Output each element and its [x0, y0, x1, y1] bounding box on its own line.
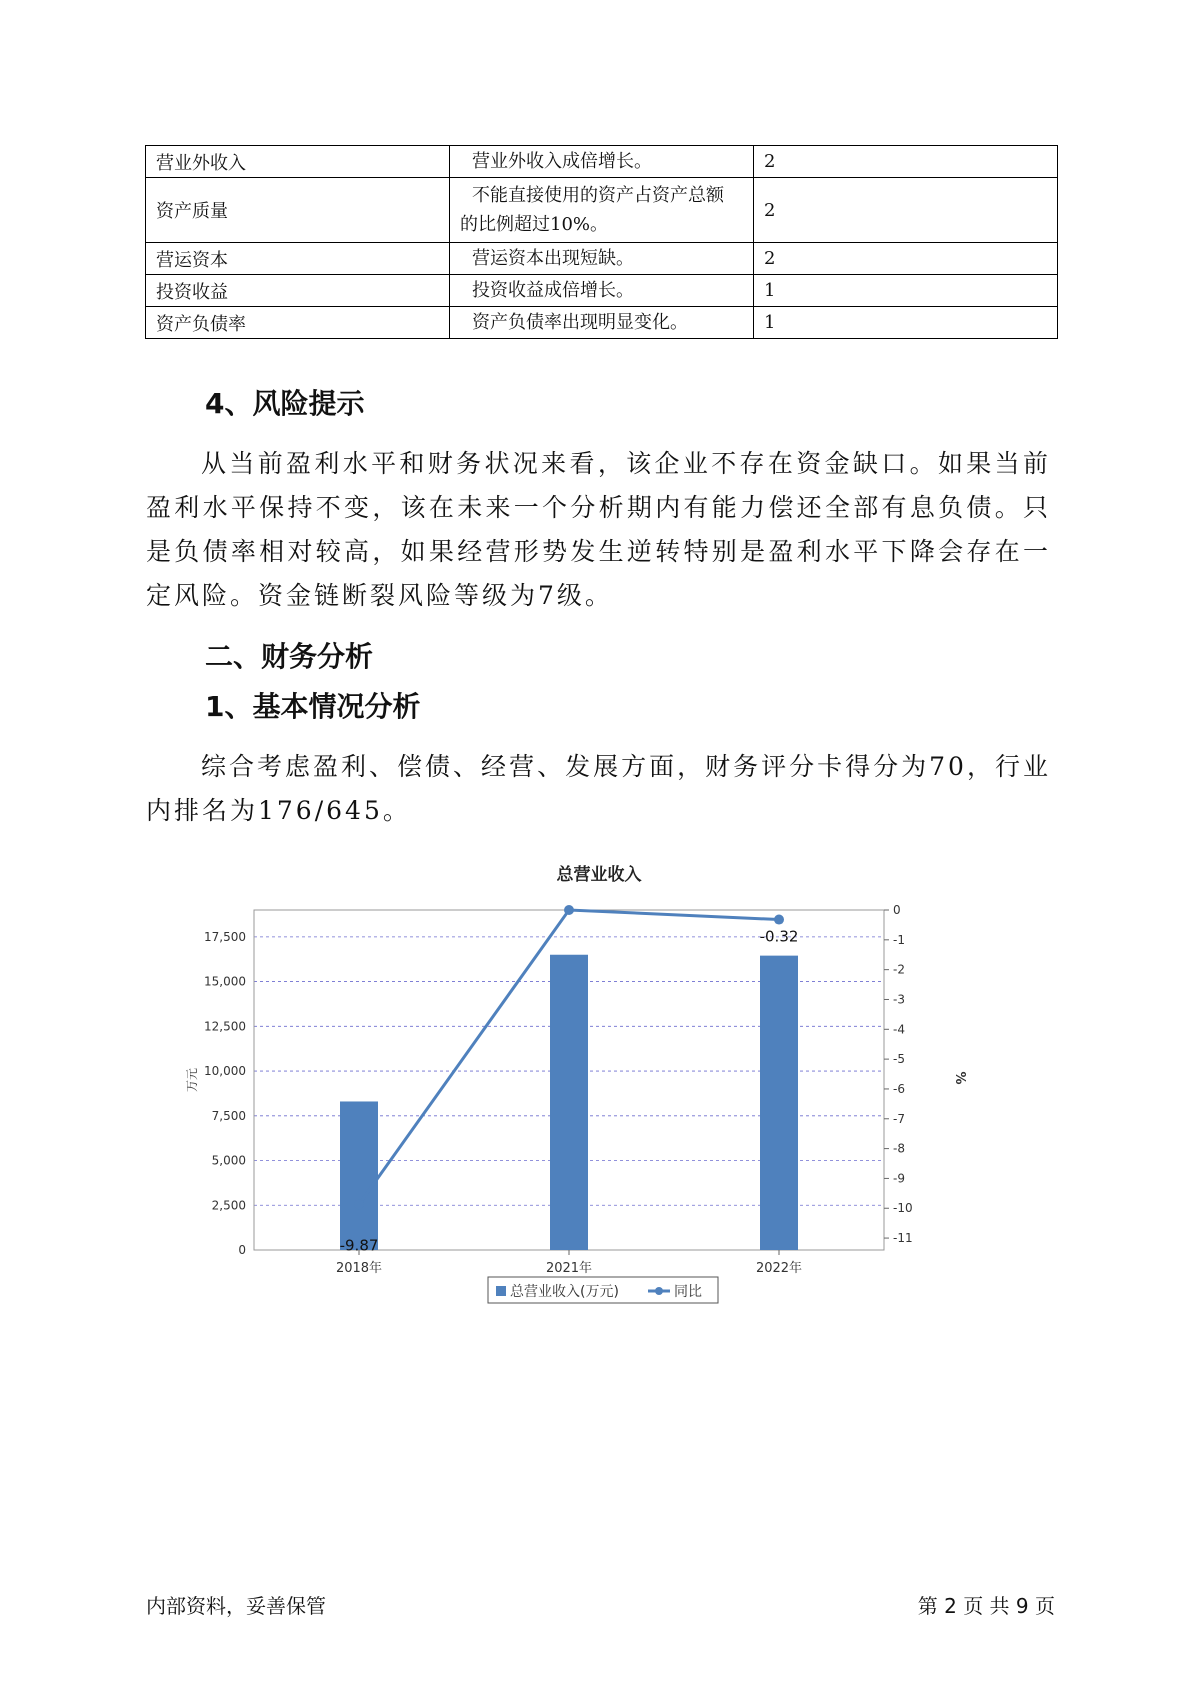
table-row: [146, 243, 1058, 275]
table-row: [146, 307, 1058, 339]
table-cell-desc: [450, 243, 754, 275]
y-axis-label: 万元: [185, 1067, 199, 1093]
section-heading-financial: 二、财务分析: [205, 640, 374, 673]
y-tick-label: 7,500: [211, 1108, 246, 1123]
desc-text: 营运资本出现短缺。: [472, 248, 634, 269]
table-cell-score: 2: [754, 146, 1058, 178]
y2-tick-label: -8: [893, 1141, 905, 1156]
point-yoy: [564, 905, 574, 915]
revenue-chart-svg: [170, 860, 1000, 1320]
revenue-chart: [170, 860, 1000, 1320]
desc-text-line2: 的比例超过10%。: [460, 214, 609, 235]
data-label-yoy: -0.32: [759, 927, 799, 946]
desc-text: 资产负债率出现明显变化。: [472, 312, 688, 333]
desc-text-line1: 不能直接使用的资产占资产总额: [472, 185, 724, 206]
chart-title: 总营业收入: [556, 865, 642, 885]
table-cell-item: 资产质量: [146, 178, 450, 243]
table-cell-score: 1: [754, 307, 1058, 339]
point-yoy: [774, 915, 784, 925]
legend-label-bar: 总营业收入(万元): [510, 1284, 619, 1300]
x-tick-label: 2021年: [545, 1261, 593, 1276]
y2-tick-label: -9: [893, 1171, 905, 1186]
table-cell-item: 资产负债率: [146, 307, 450, 339]
table-row: [146, 275, 1058, 307]
x-tick-label: 2022年: [755, 1261, 803, 1276]
table-row: [146, 178, 1058, 243]
table-cell-item: 投资收益: [146, 275, 450, 307]
risk-table: [145, 145, 1058, 339]
footer-page-number: 第 2 页 共 9 页: [917, 1594, 1055, 1618]
desc-text: 投资收益成倍增长。: [472, 280, 634, 301]
y-tick-label: 0: [238, 1243, 246, 1257]
risk-paragraph: 从当前盈利水平和财务状况来看，该企业不存在资金缺口。如果当前盈利水平保持不变，该在未来一个分析期内有能力偿还全部有息负债。只是负债率相对较高，如果经营形势发生逆转特别是盈利水平下降会存在一定风险。资金链断裂风险等级为7级。: [146, 449, 1051, 610]
x-tick-label: 2018年: [335, 1261, 383, 1276]
y2-tick-label: -10: [893, 1201, 913, 1216]
footer-left: 内部资料，妥善保管: [146, 1594, 326, 1618]
table-cell-desc: [450, 178, 754, 243]
bar-total-revenue: [340, 1101, 378, 1250]
data-label-yoy: -9.87: [339, 1236, 379, 1255]
y-tick-label: 17,500: [204, 929, 246, 944]
bar-total-revenue: [550, 955, 588, 1250]
bar-total-revenue: [760, 956, 798, 1250]
desc-text: 营业外收入成倍增长。: [472, 151, 652, 172]
legend-label-line: 同比: [674, 1284, 702, 1300]
y2-tick-label: -6: [893, 1081, 905, 1096]
y-tick-label: 10,000: [204, 1064, 246, 1079]
table-row: [146, 146, 1058, 178]
table-cell-item: 营运资本: [146, 243, 450, 275]
table-cell-item: 营业外收入: [146, 146, 450, 178]
y-tick-label: 5,000: [211, 1153, 246, 1168]
y2-tick-label: -4: [893, 1022, 905, 1037]
table-cell-score: 2: [754, 178, 1058, 243]
y2-tick-label: -3: [893, 992, 905, 1007]
y-tick-label: 2,500: [211, 1198, 246, 1213]
y-tick-label: 12,500: [204, 1019, 246, 1034]
table-cell-score: 1: [754, 275, 1058, 307]
y2-tick-label: 0: [893, 903, 901, 917]
y2-tick-label: -11: [893, 1231, 913, 1246]
table-cell-score: 2: [754, 243, 1058, 275]
point-yoy: [354, 1199, 364, 1209]
legend-swatch-point: [655, 1287, 663, 1295]
section-heading-risk: 4、风险提示: [205, 387, 365, 420]
basic-paragraph: 综合考虑盈利、偿债、经营、发展方面，财务评分卡得分为70，行业内排名为176/645。: [146, 752, 1051, 825]
sub-heading-basic: 1、基本情况分析: [205, 690, 421, 723]
table-cell-desc: [450, 307, 754, 339]
legend-swatch-bar: [496, 1286, 506, 1296]
y2-axis-label: %: [952, 1071, 967, 1085]
table-cell-desc: [450, 275, 754, 307]
y2-tick-label: -7: [893, 1111, 905, 1126]
y2-tick-label: -1: [893, 932, 905, 947]
y2-tick-label: -5: [893, 1052, 905, 1067]
table-cell-desc: [450, 146, 754, 178]
y2-tick-label: -2: [893, 962, 905, 977]
y-tick-label: 15,000: [204, 974, 246, 989]
